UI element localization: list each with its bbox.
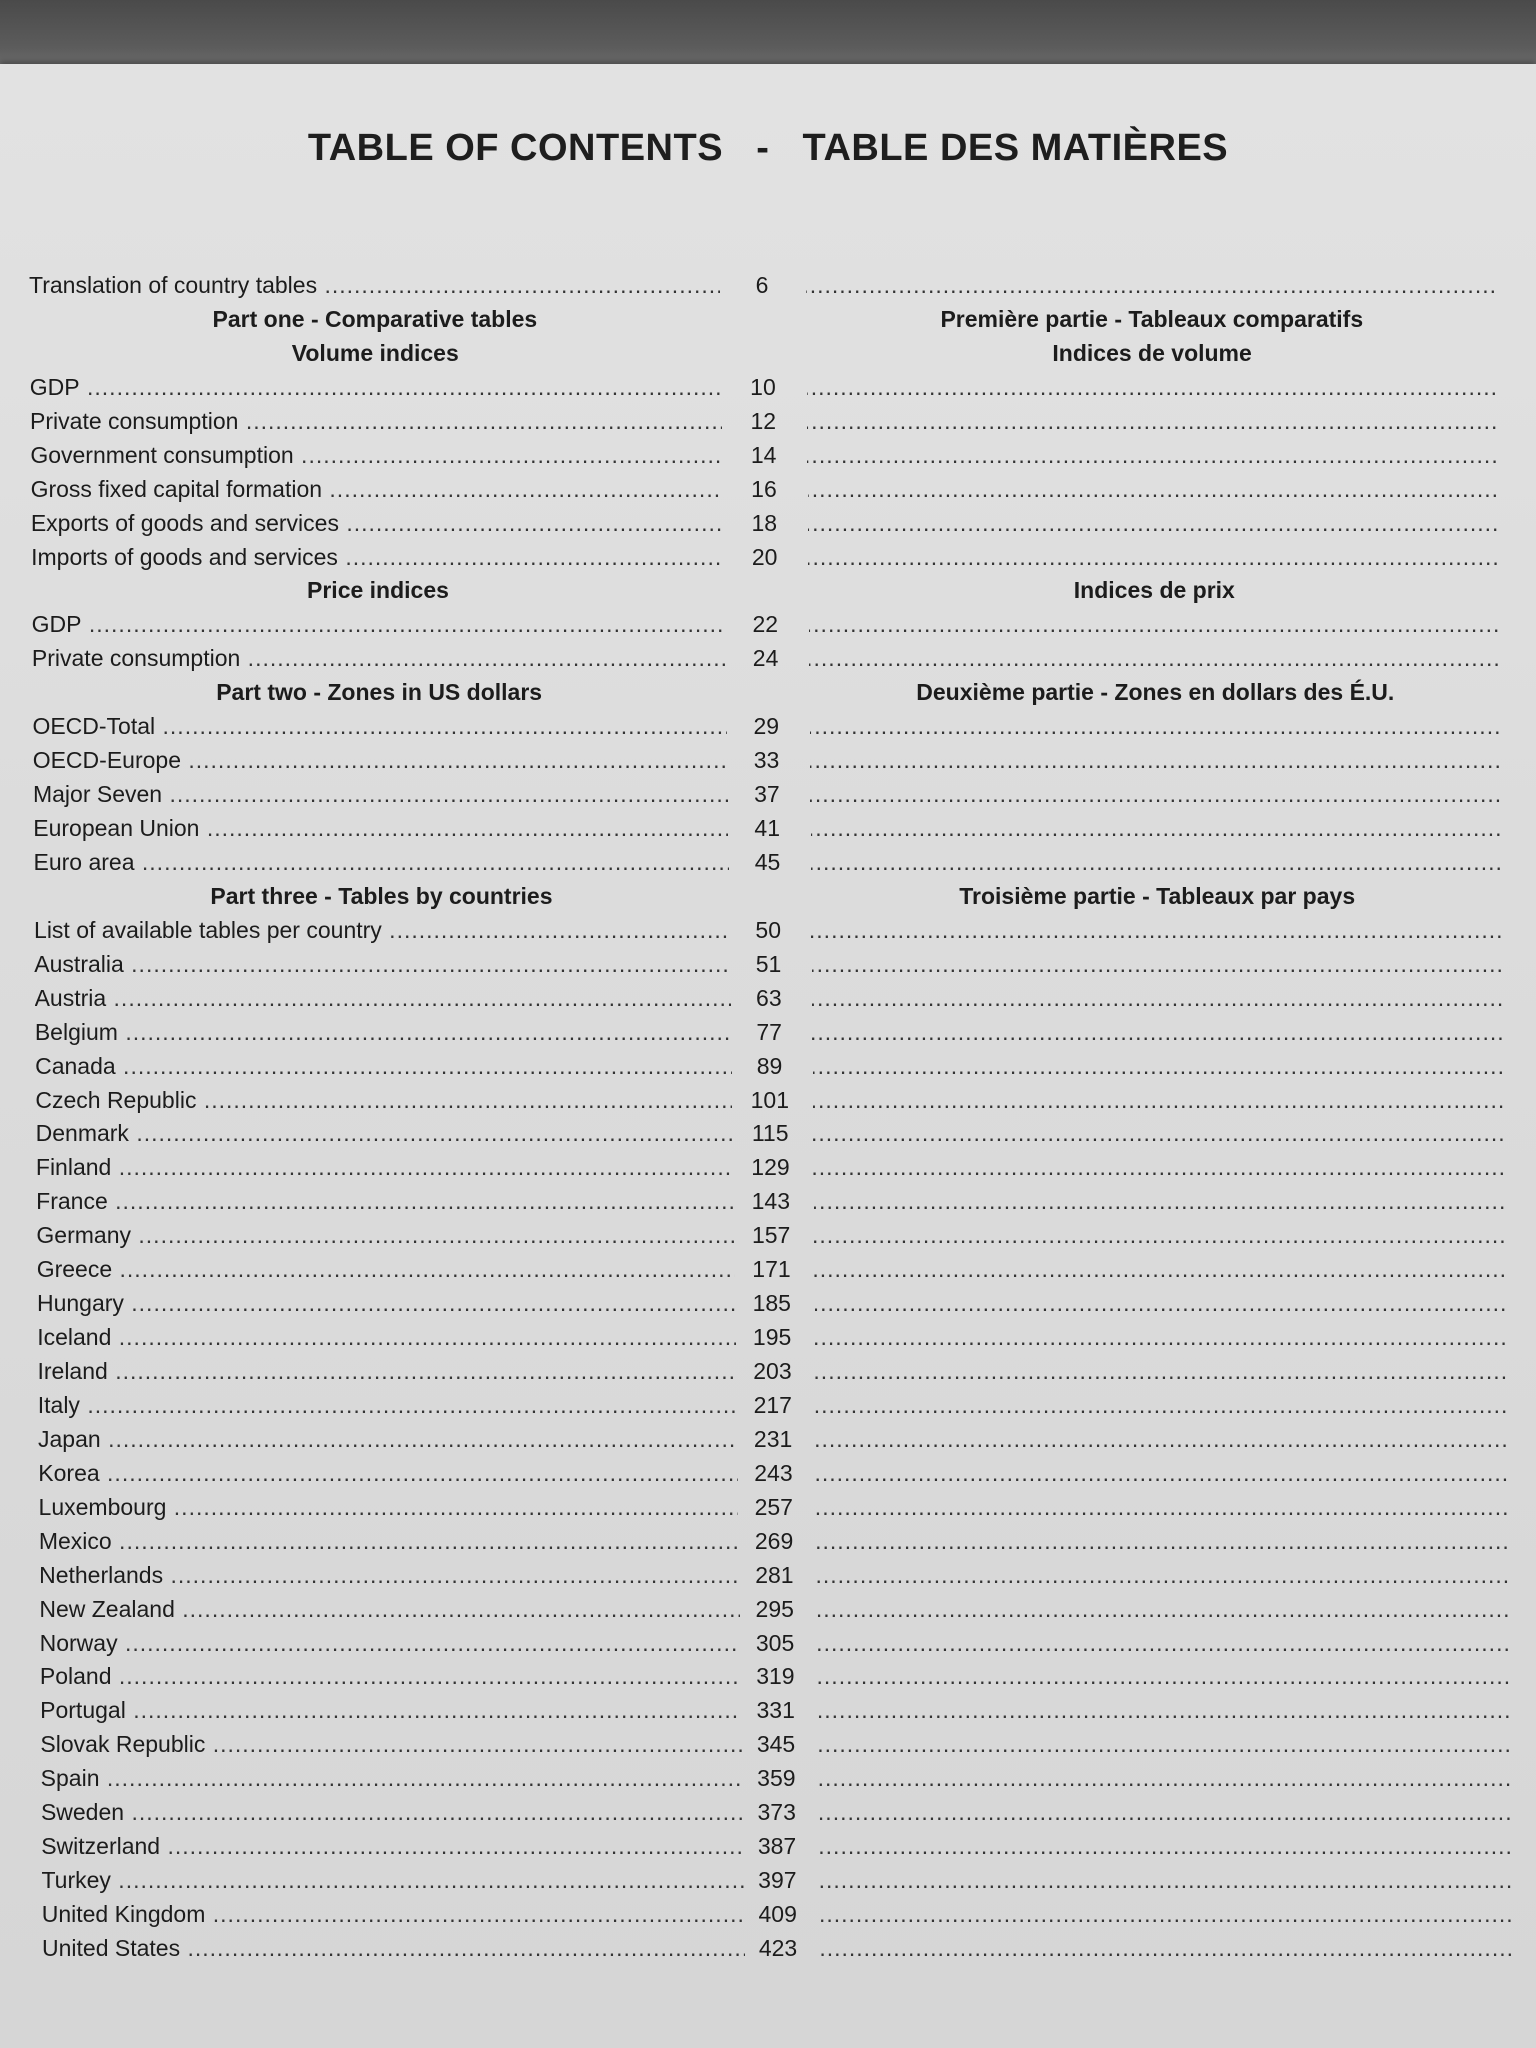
toc-section-heading <box>0 676 1536 709</box>
entry-label-french <box>817 1559 1510 1592</box>
page-number: 203 <box>753 1358 792 1384</box>
page-number: 20 <box>751 544 778 570</box>
entry-label-french <box>811 846 1503 879</box>
entry-label-french <box>820 1932 1514 1965</box>
entry-label-english: Ireland ..... <box>37 1355 736 1388</box>
toc-entry <box>0 1525 1536 1558</box>
entry-label-english: United Kingdom ..... <box>42 1898 745 1931</box>
entry-label-english: Turkey ..... <box>41 1864 744 1897</box>
entry-label-french <box>817 1525 1510 1558</box>
toc-entry <box>0 1932 1536 1965</box>
heading-french: Indices de prix <box>1073 577 1235 603</box>
heading-french: Indices de volume <box>1052 340 1252 366</box>
entry-label-french <box>815 1321 1508 1354</box>
toc-entry <box>0 914 1536 947</box>
toc-section-heading <box>0 303 1536 336</box>
toc-entry <box>0 1389 1536 1422</box>
page-number: 373 <box>757 1799 796 1825</box>
page-number: 269 <box>754 1528 794 1554</box>
entry-label-english: Japan ..... <box>38 1423 737 1456</box>
toc-entry <box>0 1830 1536 1863</box>
page-number: 331 <box>756 1697 795 1723</box>
toc-entry <box>0 1694 1536 1727</box>
page-number: 41 <box>754 815 781 841</box>
toc-entry <box>0 642 1536 675</box>
page-number: 12 <box>750 408 777 434</box>
entry-label-english: Norway ..... <box>40 1627 741 1660</box>
toc-entry <box>0 1796 1536 1829</box>
entry-label-english: Private consumption ..... <box>30 405 722 438</box>
entry-label-english: Government consumption ..... <box>30 439 722 472</box>
entry-label-english: Austria ..... <box>35 982 731 1015</box>
heading-english: Volume indices <box>291 340 459 366</box>
entry-label-french <box>813 1050 1505 1083</box>
entry-label-french <box>819 1830 1513 1863</box>
entry-label-french <box>819 1762 1513 1795</box>
toc-section-heading <box>0 337 1536 370</box>
page-number: 243 <box>754 1460 793 1486</box>
entry-label-french <box>819 1864 1513 1897</box>
entry-label-french <box>817 1627 1510 1660</box>
page-number: 10 <box>750 374 776 400</box>
entry-label-french <box>814 1219 1507 1252</box>
entry-label-french <box>812 1016 1504 1049</box>
entry-label-english: GDP ..... <box>30 371 722 404</box>
page-number: 195 <box>752 1324 792 1350</box>
page-number: 45 <box>754 849 781 875</box>
entry-label-english: List of available tables per country ..... <box>34 914 730 947</box>
entry-label-english: Sweden ..... <box>41 1796 743 1829</box>
toc-entry <box>0 1559 1536 1592</box>
entry-label-english: Canada ..... <box>35 1050 732 1083</box>
heading-english: Part one - Comparative tables <box>212 306 538 332</box>
entry-label-french <box>809 642 1501 675</box>
toc-entry <box>0 778 1536 811</box>
entry-label-french <box>813 1117 1506 1150</box>
entry-label-english: Korea ..... <box>38 1457 738 1490</box>
toc-section-heading <box>0 880 1536 913</box>
entry-label-english: Greece ..... <box>37 1253 735 1286</box>
page-number: 397 <box>758 1867 797 1893</box>
page-number: 115 <box>751 1120 789 1146</box>
page-number: 185 <box>752 1290 791 1316</box>
toc-entry <box>0 1016 1536 1049</box>
toc-entry <box>0 507 1536 540</box>
toc-entry <box>0 744 1536 777</box>
entry-label-english: GDP ..... <box>32 608 725 641</box>
page-number: 319 <box>756 1663 795 1689</box>
page-number: 171 <box>752 1256 791 1282</box>
entry-label-english: Finland ..... <box>36 1151 733 1184</box>
entry-label-french <box>811 812 1503 845</box>
entry-label-english: Exports of goods and services ..... <box>31 507 724 540</box>
toc-entry <box>0 1050 1536 1083</box>
entry-label-english: Mexico ..... <box>39 1525 739 1558</box>
page-number: 359 <box>757 1765 796 1791</box>
entry-label-english: Germany ..... <box>36 1219 734 1252</box>
toc-entry <box>0 812 1536 845</box>
page-number: 16 <box>751 476 777 502</box>
entry-label-english: European Union ..... <box>33 812 728 845</box>
entry-label-french <box>810 710 1502 743</box>
entry-label-french <box>806 269 1497 302</box>
page-number: 51 <box>755 951 782 977</box>
entry-label-french <box>819 1796 1513 1829</box>
heading-english: Price indices <box>307 577 449 603</box>
page-number: 295 <box>755 1596 794 1622</box>
entry-label-french <box>807 371 1498 404</box>
page-number: 305 <box>755 1630 795 1656</box>
entry-label-french <box>814 1253 1507 1286</box>
toc-entry <box>0 371 1536 404</box>
heading-french: Première partie - Tableaux comparatifs <box>940 306 1364 332</box>
entry-label-english: Australia ..... <box>34 948 730 981</box>
toc-entry <box>0 948 1536 981</box>
entry-label-french <box>816 1491 1509 1524</box>
page-number: 89 <box>756 1053 783 1079</box>
toc-entry <box>0 1491 1536 1524</box>
page-number: 63 <box>756 985 782 1011</box>
toc-entry <box>0 846 1536 879</box>
page-number: 217 <box>753 1392 792 1418</box>
page-number: 143 <box>751 1188 790 1214</box>
toc-entry <box>0 1084 1536 1117</box>
heading-french: Deuxième partie - Zones en dollars des É.U. <box>916 679 1395 705</box>
page-number: 6 <box>755 272 769 298</box>
page-number: 50 <box>755 917 781 943</box>
page-number: 14 <box>750 442 777 468</box>
entry-label-french <box>815 1287 1508 1320</box>
entry-label-english: Denmark ..... <box>36 1117 733 1150</box>
entry-label-french <box>818 1660 1512 1693</box>
entry-label-english: Major Seven ..... <box>33 778 728 811</box>
toc-entry <box>0 473 1536 506</box>
entry-label-french <box>810 778 1502 811</box>
entry-label-english: New Zealand ..... <box>39 1593 740 1626</box>
entry-label-english: Poland ..... <box>40 1660 741 1693</box>
entry-label-english: Euro area ..... <box>34 846 729 879</box>
entry-label-english: Czech Republic ..... <box>35 1084 732 1117</box>
page-number: 129 <box>751 1154 790 1180</box>
toc-entry <box>0 608 1536 641</box>
toc-entry <box>0 1864 1536 1897</box>
entry-label-french <box>808 473 1499 506</box>
page-number: 29 <box>753 713 780 739</box>
toc-entry <box>0 541 1536 574</box>
toc-entry <box>0 1117 1536 1150</box>
entry-label-english: United States ..... <box>42 1932 745 1965</box>
entry-label-english: Luxembourg ..... <box>39 1491 739 1524</box>
toc-entry <box>0 1762 1536 1795</box>
toc-entry <box>0 1219 1536 1252</box>
entry-label-french <box>813 1084 1505 1117</box>
entry-label-english: Italy ..... <box>38 1389 737 1422</box>
toc-entry <box>0 1321 1536 1354</box>
toc-entry <box>0 439 1536 472</box>
entry-label-french <box>818 1694 1512 1727</box>
entry-label-french <box>813 1151 1506 1184</box>
entry-label-english: Spain ..... <box>41 1762 743 1795</box>
toc-entry <box>0 269 1536 302</box>
page-number: 423 <box>758 1935 798 1961</box>
page-number: 77 <box>756 1019 782 1045</box>
entry-label-english: Iceland ..... <box>37 1321 736 1354</box>
entry-label-french <box>814 1185 1507 1218</box>
entry-label-french <box>809 608 1501 641</box>
entry-label-english: Translation of country tables ..... <box>29 269 720 302</box>
entry-label-french <box>815 1389 1508 1422</box>
page-number: 157 <box>751 1222 791 1248</box>
entry-label-french <box>816 1423 1509 1456</box>
toc-section-heading <box>0 574 1536 607</box>
toc-entry <box>0 1253 1536 1286</box>
entry-label-french <box>812 948 1504 981</box>
toc-entry <box>0 1287 1536 1320</box>
entry-label-english: Hungary ..... <box>37 1287 735 1320</box>
page-number: 281 <box>755 1562 794 1588</box>
toc-entry <box>0 1898 1536 1931</box>
heading-french: Troisième partie - Tableaux par pays <box>959 883 1356 909</box>
entry-label-french <box>810 744 1502 777</box>
page-number: 257 <box>754 1494 793 1520</box>
entry-label-french <box>812 982 1504 1015</box>
page-title: TABLE OF CONTENTS - TABLE DES MATIÈRES <box>307 127 1229 169</box>
entry-label-french <box>820 1898 1514 1931</box>
page-number: 37 <box>754 781 780 807</box>
entry-label-english: OECD-Total ..... <box>32 710 726 743</box>
entry-label-english: Switzerland ..... <box>41 1830 743 1863</box>
entry-label-french <box>818 1728 1512 1761</box>
heading-english: Part two - Zones in US dollars <box>216 679 543 705</box>
toc-entry <box>0 1185 1536 1218</box>
toc-entry <box>0 1660 1536 1693</box>
entry-label-french <box>807 439 1498 472</box>
page-number: 345 <box>756 1731 796 1757</box>
entry-label-english: Imports of goods and services ..... <box>31 541 724 574</box>
toc-entry <box>0 710 1536 743</box>
toc-entry <box>0 1423 1536 1456</box>
entry-label-french <box>811 914 1503 947</box>
page-number: 101 <box>750 1087 790 1113</box>
toc-entry <box>0 982 1536 1015</box>
entry-label-english: OECD-Europe ..... <box>33 744 727 777</box>
toc-entry <box>0 1728 1536 1761</box>
entry-label-english: Portugal ..... <box>40 1694 741 1727</box>
entry-label-english: Belgium ..... <box>35 1016 731 1049</box>
heading-english: Part three - Tables by countries <box>210 883 553 909</box>
page-number: 24 <box>752 645 779 671</box>
toc-entry <box>0 405 1536 438</box>
entry-label-french <box>808 541 1499 574</box>
toc-entry <box>0 1151 1536 1184</box>
entry-label-english: France ..... <box>36 1185 734 1218</box>
entry-label-english: Slovak Republic ..... <box>40 1728 742 1761</box>
entry-label-french <box>817 1593 1510 1626</box>
page-number: 409 <box>758 1901 797 1927</box>
page-number: 22 <box>752 611 779 637</box>
entry-label-french <box>807 405 1498 438</box>
toc-entry <box>0 1457 1536 1490</box>
entry-label-english: Netherlands ..... <box>39 1559 739 1592</box>
page-number: 18 <box>751 510 778 536</box>
entry-label-french <box>816 1457 1509 1490</box>
entry-label-english: Private consumption ..... <box>32 642 726 675</box>
page-number: 387 <box>757 1833 797 1859</box>
toc-entry <box>0 1593 1536 1626</box>
toc-entry <box>0 1627 1536 1660</box>
entry-label-french <box>815 1355 1508 1388</box>
entry-label-french <box>808 507 1499 540</box>
page-number: 231 <box>753 1426 793 1452</box>
page-number: 33 <box>753 747 780 773</box>
entry-label-english: Gross fixed capital formation ..... <box>31 473 723 506</box>
toc-entry <box>0 1355 1536 1388</box>
